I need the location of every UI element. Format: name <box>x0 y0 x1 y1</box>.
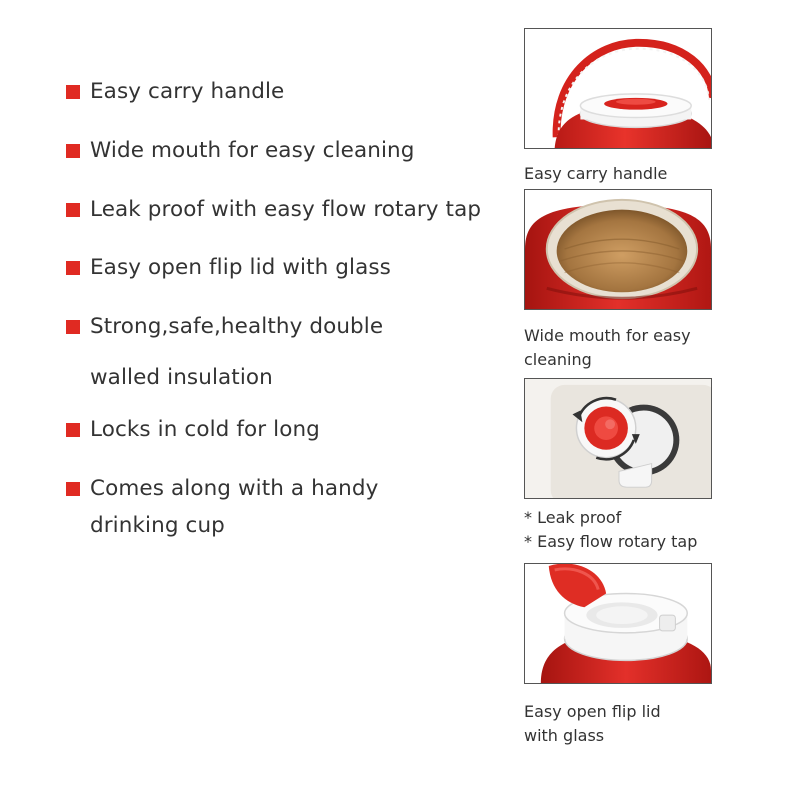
bullet-icon <box>66 482 80 496</box>
bullet-icon <box>66 203 80 217</box>
caption-lid-line1: Easy open flip lid <box>524 702 661 721</box>
bullet-icon <box>66 85 80 99</box>
caption-mouth-line2: cleaning <box>524 350 592 369</box>
bullet-icon <box>66 261 80 275</box>
caption-tap-line1: * Leak proof <box>524 508 622 527</box>
flip-lid-product-image <box>524 563 712 684</box>
caption-tap-line2: * Easy flow rotary tap <box>524 532 698 551</box>
feature-item-drinking-cup-line1: Comes along with a handy <box>90 476 379 501</box>
feature-item-wide-mouth: Wide mouth for easy cleaning <box>90 138 415 163</box>
handle-product-image <box>524 28 712 149</box>
feature-item-rotary-tap: Leak proof with easy flow rotary tap <box>90 197 482 222</box>
bullet-icon <box>66 320 80 334</box>
feature-item-carry-handle: Easy carry handle <box>90 79 285 104</box>
feature-item-insulation-line1: Strong,safe,healthy double <box>90 314 384 339</box>
caption-mouth-line1: Wide mouth for easy <box>524 326 691 345</box>
caption-handle: Easy carry handle <box>524 164 668 183</box>
feature-item-flip-lid: Easy open flip lid with glass <box>90 255 391 280</box>
feature-item-drinking-cup-line2: drinking cup <box>90 513 225 538</box>
wide-mouth-product-image <box>524 189 712 310</box>
bullet-icon <box>66 144 80 158</box>
caption-lid-line2: with glass <box>524 726 605 745</box>
bullet-icon <box>66 423 80 437</box>
feature-item-cold-lock: Locks in cold for long <box>90 417 320 442</box>
feature-item-insulation-line2: walled insulation <box>90 365 273 390</box>
rotary-tap-product-image <box>524 378 712 499</box>
